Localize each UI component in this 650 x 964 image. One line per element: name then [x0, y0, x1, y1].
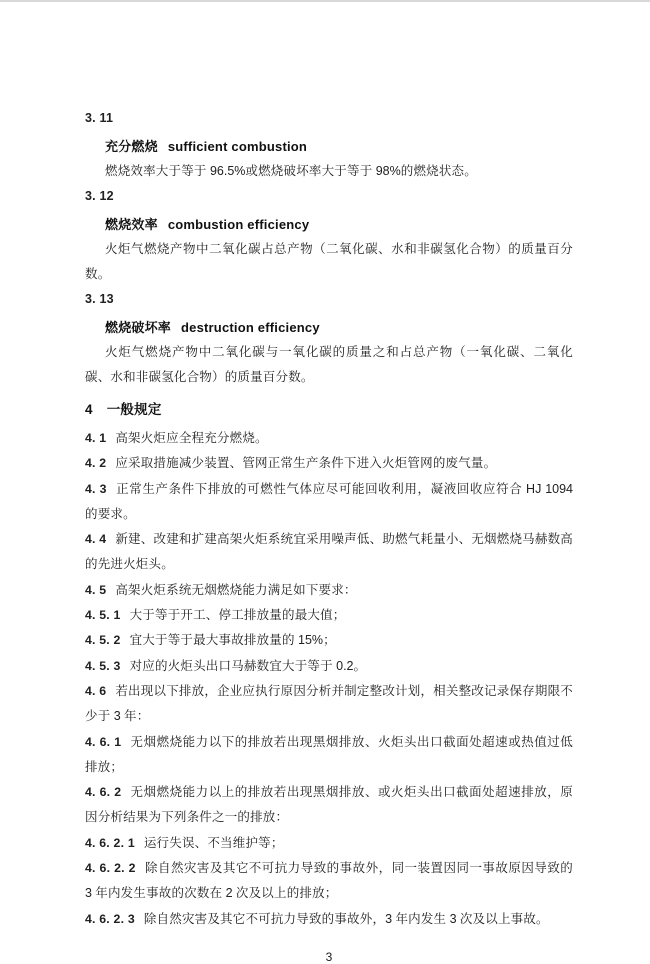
term-block-3-11: [85, 106, 573, 184]
clause-4-1: [85, 426, 573, 451]
term-number: 3. 11: [85, 111, 114, 125]
term-heading: [105, 315, 573, 340]
clause-number: 4. 2: [85, 456, 107, 471]
clause-text: 若出现以下排放，企业应执行原因分析并制定整改计划，相关整改记录保存期限不少于 3 年：: [85, 683, 574, 724]
term-en: sufficient combustion: [167, 139, 308, 154]
term-zh: 充分燃烧: [105, 139, 158, 154]
term-zh: 燃烧效率: [105, 217, 158, 232]
clause-text: 新建、改建和扩建高架火炬系统宜采用噪声低、助燃气耗量小、无烟燃烧马赫数高的先进火炬头。: [85, 532, 574, 572]
clause-4-5-1: [85, 603, 573, 628]
clause-text: 除自然灾害及其它不可抗力导致的事故外，同一装置因同一事故原因导致的 3 年内发生事故的次数在 2 次及以上的排放；: [85, 861, 573, 901]
term-zh: 燃烧破坏率: [105, 320, 172, 335]
clause-text: 对应的火炬头出口马赫数宜大于等于 0.2。: [129, 658, 367, 673]
term-heading: [105, 134, 573, 159]
clause-4-5-2: [85, 628, 573, 653]
term-heading: [105, 212, 573, 237]
clause-number: 4. 3: [85, 481, 107, 496]
clause-text: 高架火炬系统无烟燃烧能力满足如下要求：: [115, 582, 357, 597]
clause-text: 高架火炬应全程充分燃烧。: [115, 431, 268, 445]
term-definition: 火炬气燃烧产物中二氧化碳与一氧化碳的质量之和占总产物（一氧化碳、二氧化碳、水和非碳氢化合物）的质量百分数。: [85, 345, 573, 384]
term-block-3-12: [85, 184, 573, 287]
term-number: 3. 13: [85, 292, 114, 306]
clause-text: 无烟燃烧能力以上的排放若出现黑烟排放、或火炬头出口截面处超速排放，原因分析结果为下列条件之一的排放：: [85, 785, 573, 825]
term-definition: 燃烧效率大于等于 96.5%或燃烧破坏率大于等于 98%的燃烧状态。: [105, 164, 477, 178]
section-title: 一般规定: [106, 402, 162, 417]
clause-4-6-2-2: [85, 856, 573, 907]
clause-text: 应采取措施减少装置、管网正常生产条件下进入火炬管网的废气量。: [115, 456, 497, 471]
clause-number: 4. 5. 3: [85, 658, 121, 673]
clause-number: 4. 4: [85, 532, 107, 547]
clause-number: 4. 5. 2: [85, 633, 121, 648]
clause-4-3: [85, 477, 573, 528]
clause-text: 宜大于等于最大事故排放量的 15%；: [129, 633, 336, 648]
clause-text: 正常生产条件下排放的可燃性气体应尽可能回收利用，凝液回收应符合 HJ 1094 的要求。: [85, 481, 574, 521]
clause-4-5-3: [85, 654, 573, 679]
section-heading: [85, 397, 573, 422]
clause-4-5: [85, 578, 573, 603]
clause-number: 4. 5. 1: [85, 608, 121, 623]
clause-number: 4. 6. 2. 3: [85, 911, 135, 926]
clause-number: 4. 6. 2. 1: [85, 835, 135, 850]
term-definition: 火炬气燃烧产物中二氧化碳占总产物（二氧化碳、水和非碳氢化合物）的质量百分数。: [85, 242, 573, 281]
clause-4-6-2-1: [85, 831, 573, 856]
clause-4-6-2: [85, 780, 573, 831]
clause-number: 4. 6: [85, 683, 107, 698]
term-number: 3. 12: [85, 189, 114, 203]
page-number: 3: [325, 949, 333, 964]
clause-number: 4. 6. 2: [85, 785, 122, 800]
clause-text: 除自然灾害及其它不可抗力导致的事故外，3 年内发生 3 次及以上事故。: [143, 911, 549, 926]
clause-text: 无烟燃烧能力以下的排放若出现黑烟排放、火炬头出口截面处超速或热值过低排放；: [85, 734, 573, 774]
page-top-rule: [0, 0, 650, 2]
section-number: 4: [85, 402, 93, 417]
term-en: combustion efficiency: [167, 217, 310, 232]
clause-number: 4. 6. 2. 2: [85, 861, 136, 876]
clause-text: 运行失误、不当维护等；: [143, 835, 284, 850]
clause-4-6-1: [85, 730, 573, 781]
clause-text: 大于等于开工、停工排放量的最大值；: [129, 608, 346, 623]
term-en: destruction efficiency: [181, 320, 320, 335]
clause-4-6: [85, 679, 573, 730]
term-block-3-13: [85, 287, 573, 390]
clause-number: 4. 1: [85, 431, 107, 445]
clause-4-2: [85, 451, 573, 476]
clause-4-4: [85, 527, 573, 578]
clause-4-6-2-3: [85, 907, 573, 932]
clause-number: 4. 5: [85, 582, 107, 597]
clause-number: 4. 6. 1: [85, 734, 122, 749]
